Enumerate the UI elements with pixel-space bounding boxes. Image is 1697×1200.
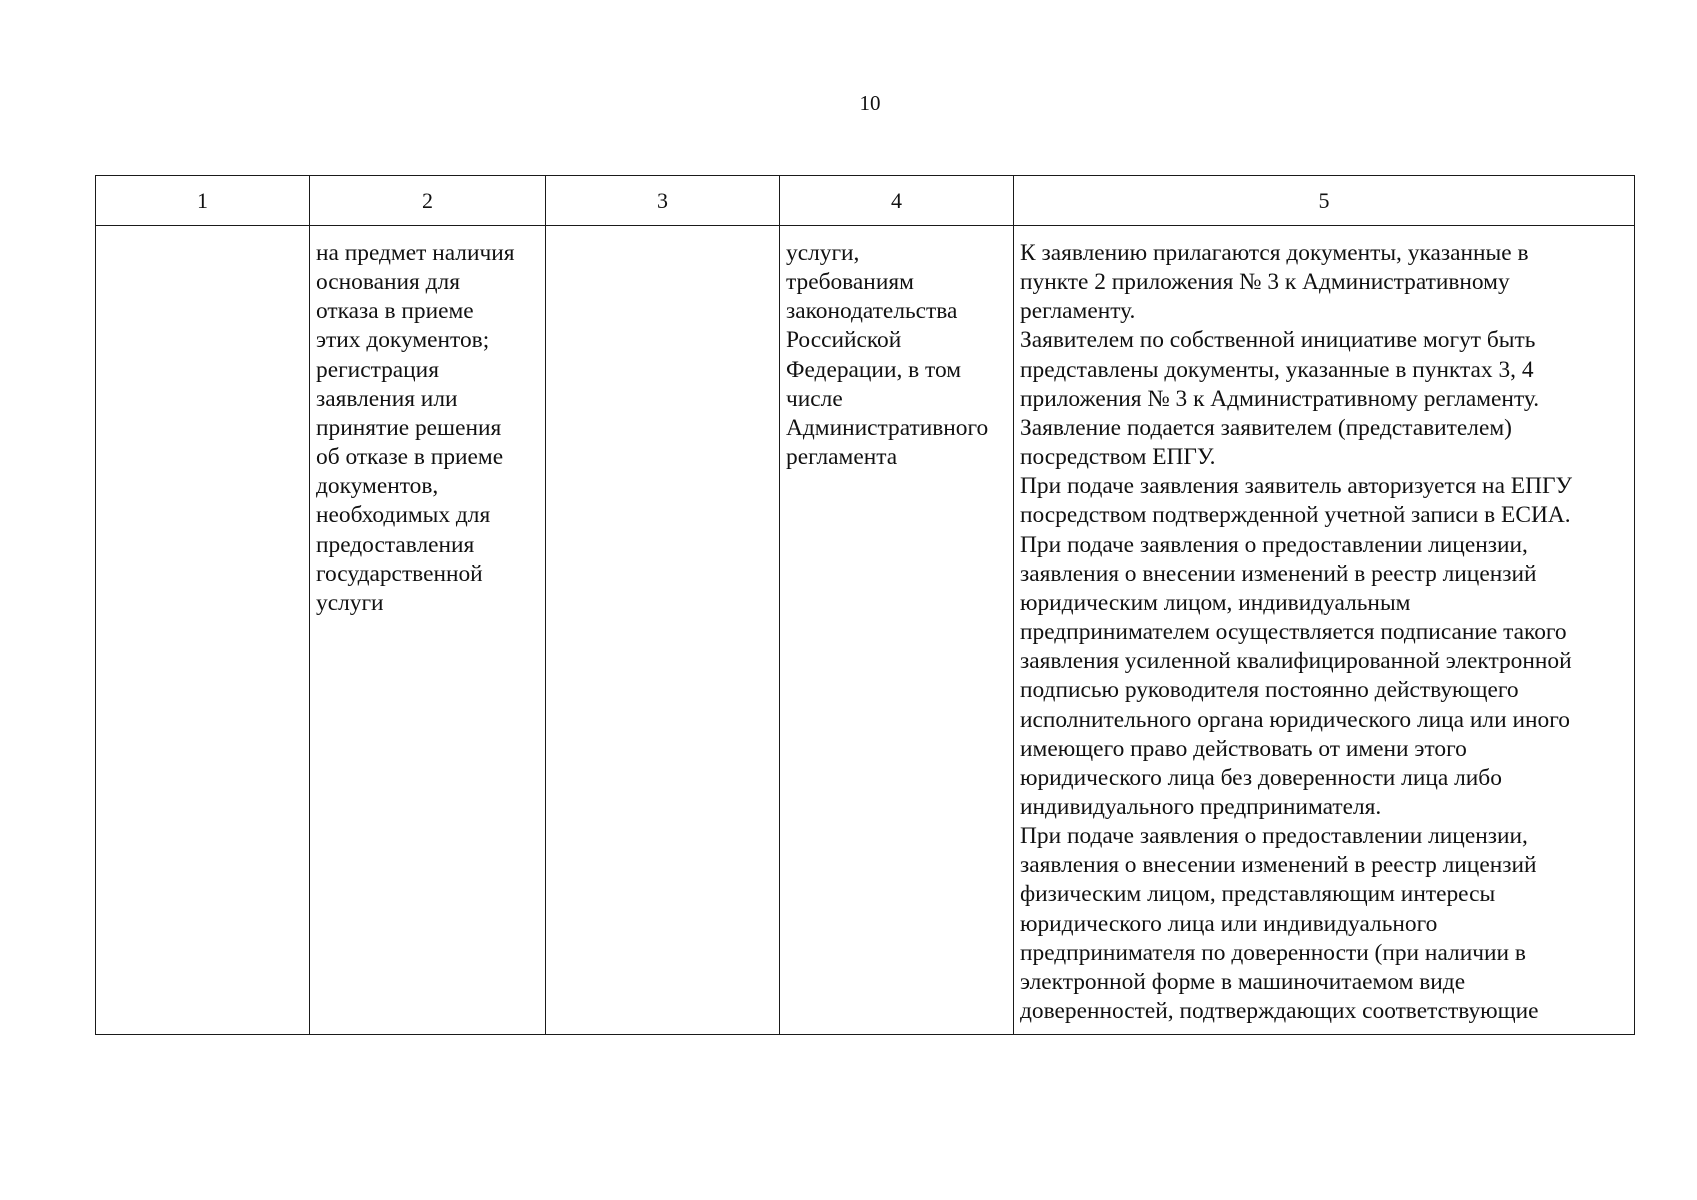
text-line: заявления о внесении изменений в реестр лицензий [1020, 852, 1537, 879]
text-line: этих документов; [316, 327, 490, 354]
text-line: юридического лица без доверенности лица либо [1020, 764, 1502, 791]
text-line: на предмет наличия [316, 240, 515, 266]
text-line: законодательства [786, 298, 958, 325]
text-line: услуги [316, 589, 384, 616]
text-line: физическим лицом, представляющим интересы [1020, 881, 1496, 908]
text-line: Административного [786, 414, 989, 441]
text-line: числе [786, 385, 843, 412]
text-line: документов, [316, 473, 439, 500]
cell-col-2 [310, 226, 546, 1035]
text-line: При подаче заявления заявитель авторизуется на ЕПГУ [1020, 473, 1573, 500]
text-line: доверенностей, подтверждающих соответствующие [1020, 998, 1539, 1025]
text-line: регламенту. [1020, 298, 1136, 325]
text-line: имеющего право действовать от имени этого [1020, 735, 1467, 762]
text-line: юридическим лицом, индивидуальным [1020, 589, 1411, 616]
text-line: исполнительного органа юридического лица или иного [1020, 706, 1570, 733]
text-line: заявления или [316, 385, 458, 412]
text-line: предпринимателем осуществляется подписание такого [1020, 619, 1567, 646]
text-line: об отказе в приеме [316, 444, 504, 471]
text-line: регламента [786, 444, 898, 471]
page-number: 10 [859, 91, 881, 115]
text-line: представлены документы, указанные в пунктах 3, 4 [1020, 356, 1534, 383]
text-line: необходимых для [316, 502, 491, 529]
text-line: основания для [316, 269, 460, 296]
text-line: отказа в приеме [316, 298, 474, 325]
text-line: посредством ЕПГУ. [1020, 444, 1216, 471]
text-line: юридического лица или индивидуального [1020, 910, 1438, 937]
text-line: электронной форме в машиночитаемом виде [1020, 968, 1466, 995]
text-line: заявления усиленной квалифицированной электронной [1020, 648, 1572, 675]
text-line: регистрация [316, 356, 439, 383]
text-line: Федерации, в том [786, 356, 962, 383]
text-line: Заявителем по собственной инициативе могут быть [1020, 327, 1536, 354]
text-line: При подаче заявления о предоставлении лицензии, [1020, 823, 1528, 850]
text-line: пункте 2 приложения № 3 к Административному [1020, 269, 1510, 296]
text-line: услуги, [786, 240, 860, 266]
text-line: Заявление подается заявителем (представителем) [1020, 414, 1512, 441]
column-header-1: 1 [96, 176, 310, 226]
column-header-5: 5 [1014, 176, 1635, 226]
text-line: При подаче заявления о предоставлении лицензии, [1020, 531, 1528, 558]
table-header-row [96, 176, 1635, 226]
text-line: принятие решения [316, 414, 502, 441]
text-line: К заявлению прилагаются документы, указанные в [1020, 240, 1529, 266]
text-line: требованиям [786, 269, 914, 296]
column-header-4: 4 [780, 176, 1014, 226]
cell-col-3 [546, 226, 780, 1035]
column-header-2: 2 [310, 176, 546, 226]
text-line: посредством подтвержденной учетной записи в ЕСИА. [1020, 502, 1571, 529]
column-header-3: 3 [546, 176, 780, 226]
text-line: подписью руководителя постоянно действующего [1020, 677, 1519, 704]
text-line: государственной [316, 560, 483, 587]
text-line: индивидуального предпринимателя. [1020, 793, 1382, 820]
cell-col-4 [780, 226, 1014, 1035]
text-line: Российской [786, 327, 902, 354]
text-line: предпринимателя по доверенности (при наличии в [1020, 939, 1526, 966]
cell-col-5 [1014, 226, 1635, 1035]
text-line: предоставления [316, 531, 475, 558]
text-line: заявления о внесении изменений в реестр лицензий [1020, 560, 1537, 587]
document-table [95, 175, 1635, 1035]
text-line: приложения № 3 к Административному регламенту. [1020, 385, 1540, 412]
table-row [96, 226, 1635, 1035]
cell-col-1 [96, 226, 310, 1035]
